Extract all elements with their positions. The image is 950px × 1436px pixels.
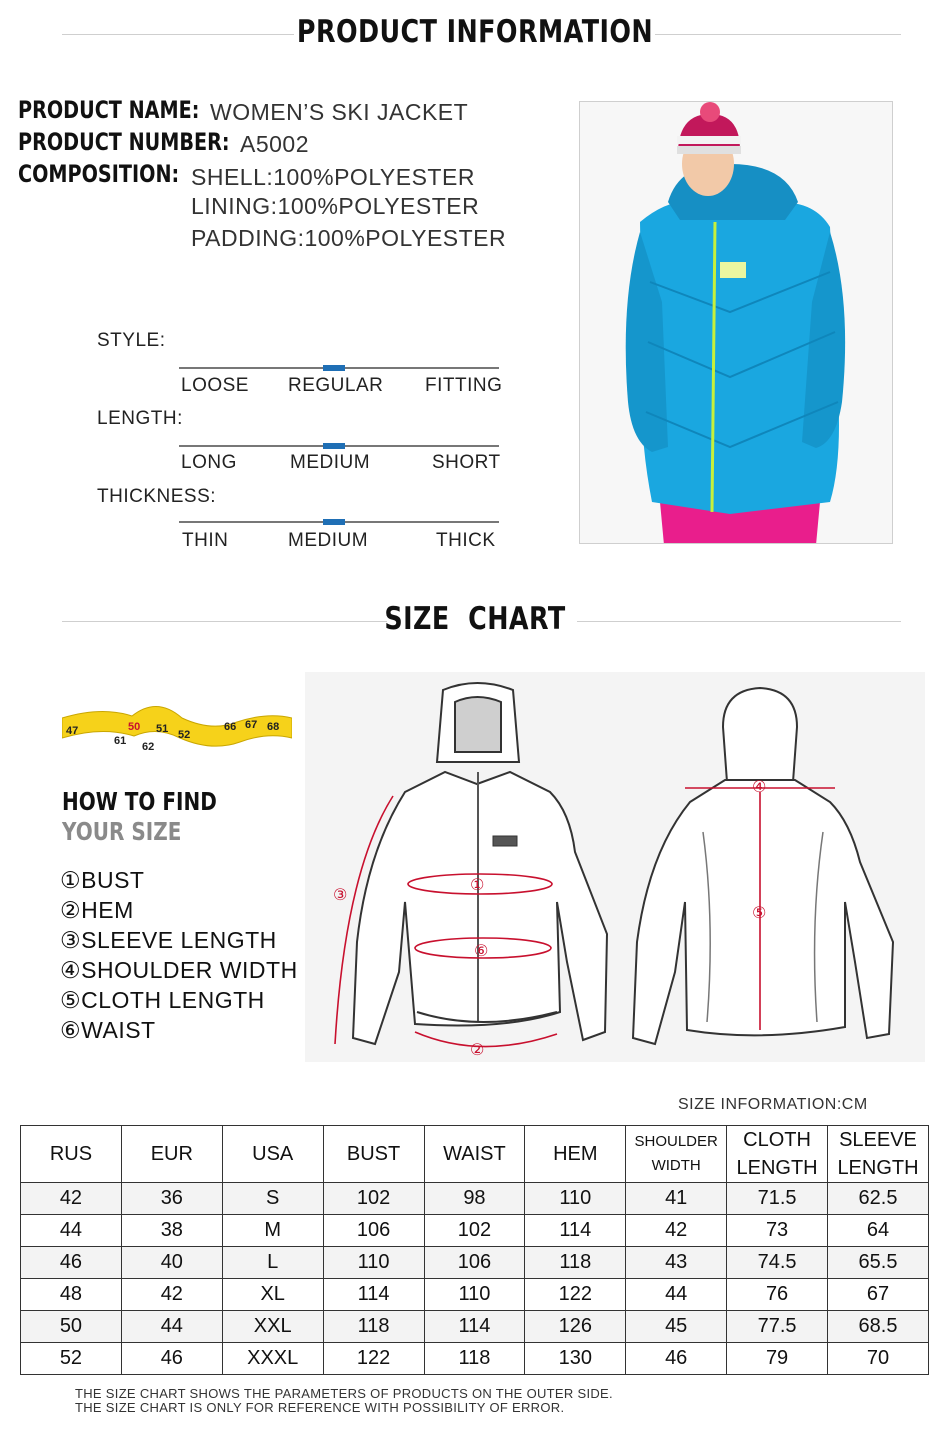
size-table <box>20 1125 929 1375</box>
size-table-body <box>21 1183 929 1375</box>
tape-number: 62 <box>142 741 155 753</box>
cell: 42 <box>21 1183 122 1215</box>
tape-number: 50 <box>128 721 141 733</box>
jacket-model-illustration <box>580 102 893 544</box>
note-reference: THE SIZE CHART IS ONLY FOR REFERENCE WITH POSSIBILITY OF ERROR. <box>75 1400 565 1415</box>
thickness-option-medium: MEDIUM <box>288 530 369 551</box>
header-hem: HEM <box>525 1126 626 1183</box>
table-header-row <box>21 1126 929 1183</box>
cell: 98 <box>424 1183 525 1215</box>
product-information-header <box>0 14 950 54</box>
table-row <box>21 1343 929 1375</box>
product-number-label: PRODUCT NUMBER: <box>18 128 230 156</box>
composition-row <box>18 160 220 189</box>
section-title-product-information: PRODUCT INFORMATION <box>296 14 654 50</box>
cell: 110 <box>525 1183 626 1215</box>
legend-bust: ①BUST <box>60 867 145 893</box>
length-option-short: SHORT <box>432 452 501 473</box>
legend-sleeve-length: ③SLEEVE LENGTH <box>60 927 277 953</box>
product-photo <box>579 101 893 544</box>
table-row <box>21 1183 929 1215</box>
cell: 77.5 <box>727 1311 828 1343</box>
composition-shell: SHELL:100%POLYESTER <box>191 164 475 190</box>
style-option-fitting: FITTING <box>425 375 503 396</box>
composition-lining: LINING:100%POLYESTER <box>191 193 480 219</box>
cell: 43 <box>626 1247 727 1279</box>
cell: 106 <box>323 1215 424 1247</box>
cell: 67 <box>828 1279 929 1311</box>
product-name-value: WOMEN’S SKI JACKET <box>210 99 469 125</box>
cell: S <box>222 1183 323 1215</box>
cell: 41 <box>626 1183 727 1215</box>
length-option-long: LONG <box>181 452 237 473</box>
header-sleeve-length: SLEEVE LENGTH <box>828 1126 929 1183</box>
tape-number: 66 <box>224 721 237 733</box>
cell: 68.5 <box>828 1311 929 1343</box>
legend-waist: ⑥WAIST <box>60 1017 156 1043</box>
legend-hem: ②HEM <box>60 897 134 923</box>
cell: 114 <box>424 1311 525 1343</box>
length-option-medium: MEDIUM <box>290 452 371 473</box>
diagram-mark-cloth-length: ⑤ <box>752 903 767 922</box>
cell: 76 <box>727 1279 828 1311</box>
cell: 46 <box>626 1343 727 1375</box>
thickness-option-thick: THICK <box>436 530 496 551</box>
cell: M <box>222 1215 323 1247</box>
cell: 118 <box>424 1343 525 1375</box>
cell: 44 <box>626 1279 727 1311</box>
your-size-heading: YOUR SIZE <box>62 817 182 846</box>
table-row <box>21 1279 929 1311</box>
cell: 130 <box>525 1343 626 1375</box>
thickness-label: THICKNESS: <box>97 486 217 507</box>
header-rus: RUS <box>21 1126 122 1183</box>
cell: 42 <box>626 1215 727 1247</box>
product-name-label: PRODUCT NAME: <box>18 96 200 124</box>
length-scale-marker <box>323 443 345 449</box>
cell: 122 <box>525 1279 626 1311</box>
how-to-find-heading: HOW TO FIND <box>62 787 217 816</box>
cell: 48 <box>21 1279 122 1311</box>
header-eur: EUR <box>121 1126 222 1183</box>
header-bust: BUST <box>323 1126 424 1183</box>
cell: 110 <box>424 1279 525 1311</box>
cell: 40 <box>121 1247 222 1279</box>
cell: 44 <box>121 1311 222 1343</box>
size-information-unit: SIZE INFORMATION:CM <box>678 1096 868 1113</box>
style-label: STYLE: <box>97 330 166 351</box>
cell: XXXL <box>222 1343 323 1375</box>
cell: 46 <box>121 1343 222 1375</box>
cell: 118 <box>525 1247 626 1279</box>
header-waist: WAIST <box>424 1126 525 1183</box>
cell: 106 <box>424 1247 525 1279</box>
tape-number: 51 <box>156 723 169 735</box>
diagram-mark-hem: ② <box>470 1040 485 1059</box>
product-number-value: A5002 <box>240 131 310 157</box>
section-title-size-chart: SIZE CHART <box>384 601 566 637</box>
style-option-regular: REGULAR <box>288 375 384 396</box>
header-cloth-length: CLOTH LENGTH <box>727 1126 828 1183</box>
table-row <box>21 1311 929 1343</box>
cell: 114 <box>525 1215 626 1247</box>
cell: 44 <box>21 1215 122 1247</box>
header-shoulder-width: SHOULDER WIDTH <box>626 1126 727 1183</box>
legend-cloth-length: ⑤CLOTH LENGTH <box>60 987 265 1013</box>
cell: 65.5 <box>828 1247 929 1279</box>
cell: 71.5 <box>727 1183 828 1215</box>
tape-number: 68 <box>267 721 280 733</box>
cell: L <box>222 1247 323 1279</box>
tape-number: 61 <box>114 735 127 747</box>
style-option-loose: LOOSE <box>181 375 249 396</box>
cell: 102 <box>424 1215 525 1247</box>
note-outer-side: THE SIZE CHART SHOWS THE PARAMETERS OF PRODUCTS ON THE OUTER SIDE. <box>75 1386 613 1401</box>
cell: 38 <box>121 1215 222 1247</box>
thickness-option-thin: THIN <box>182 530 229 551</box>
header-usa: USA <box>222 1126 323 1183</box>
cell: 36 <box>121 1183 222 1215</box>
cell: 73 <box>727 1215 828 1247</box>
cell: 62.5 <box>828 1183 929 1215</box>
composition-padding: PADDING:100%POLYESTER <box>191 225 507 251</box>
size-chart-header <box>0 601 950 641</box>
cell: 110 <box>323 1247 424 1279</box>
cell: 126 <box>525 1311 626 1343</box>
jacket-measurement-diagram <box>305 672 925 1062</box>
cell: 42 <box>121 1279 222 1311</box>
cell: 114 <box>323 1279 424 1311</box>
cell: 52 <box>21 1343 122 1375</box>
table-row <box>21 1215 929 1247</box>
cell: 102 <box>323 1183 424 1215</box>
cell: 50 <box>21 1311 122 1343</box>
tape-number: 52 <box>178 729 191 741</box>
table-row <box>21 1247 929 1279</box>
tape-number: 47 <box>66 725 79 737</box>
measuring-tape-icon <box>62 692 292 764</box>
style-scale-marker <box>323 365 345 371</box>
diagram-mark-bust: ① <box>470 875 485 894</box>
cell: 46 <box>21 1247 122 1279</box>
cell: 74.5 <box>727 1247 828 1279</box>
composition-label: COMPOSITION: <box>18 160 180 188</box>
cell: XL <box>222 1279 323 1311</box>
tape-number: 67 <box>245 719 258 731</box>
cell: 70 <box>828 1343 929 1375</box>
legend-shoulder-width: ④SHOULDER WIDTH <box>60 957 298 983</box>
diagram-mark-waist: ⑥ <box>474 941 489 960</box>
cell: 45 <box>626 1311 727 1343</box>
length-label: LENGTH: <box>97 408 183 429</box>
cell: XXL <box>222 1311 323 1343</box>
thickness-scale-marker <box>323 519 345 525</box>
diagram-mark-shoulder-width: ④ <box>752 777 767 796</box>
diagram-mark-sleeve-length: ③ <box>333 885 348 904</box>
cell: 79 <box>727 1343 828 1375</box>
cell: 64 <box>828 1215 929 1247</box>
cell: 118 <box>323 1311 424 1343</box>
cell: 122 <box>323 1343 424 1375</box>
